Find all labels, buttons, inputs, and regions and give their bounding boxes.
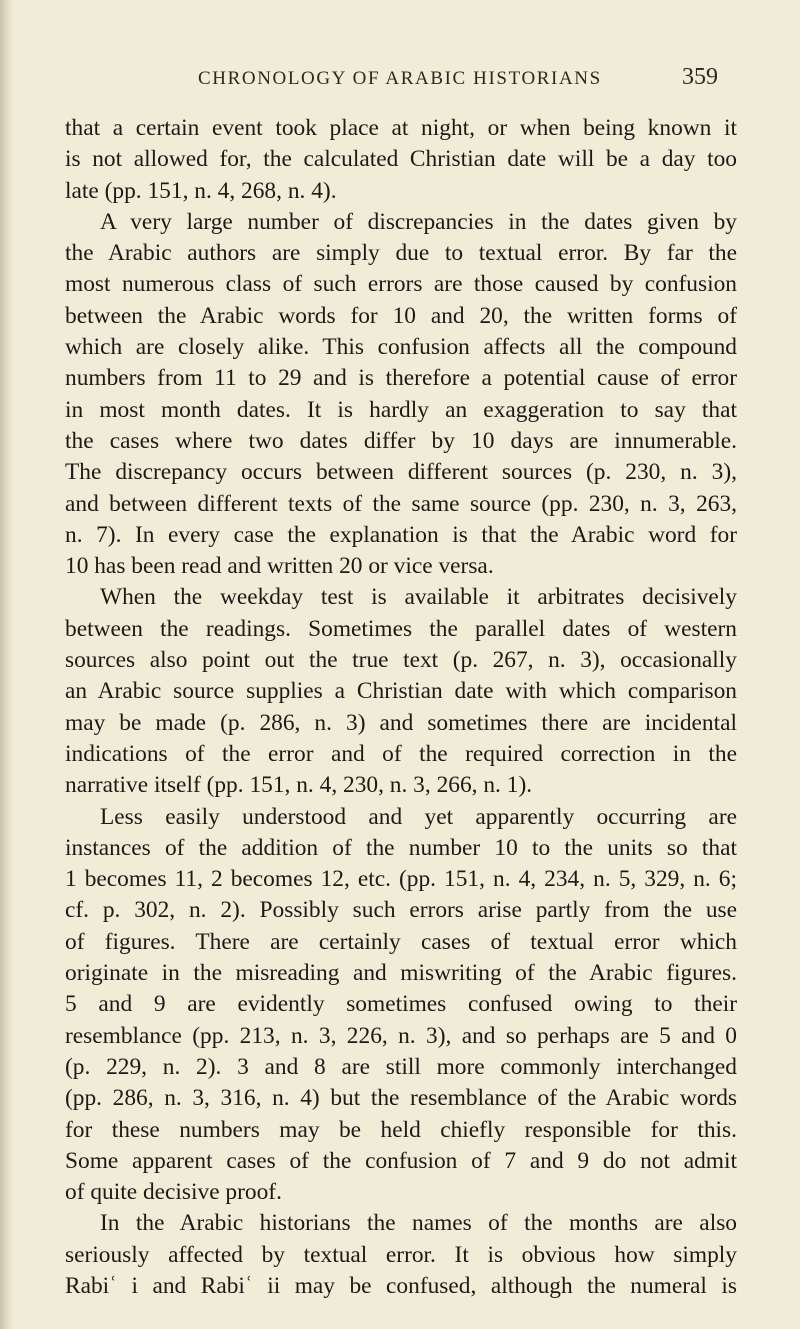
text-line: may be made (p. 286, n. 3) and sometimes there are incidental	[65, 709, 737, 736]
text-line: seriously affected by textual error. It is obvious how simply	[65, 1241, 737, 1268]
text-line: indications of the error and of the required correction in the	[65, 740, 737, 767]
text-line: resemblance (pp. 213, n. 3, 226, n. 3), and so perhaps are 5 and 0	[65, 1022, 737, 1049]
text-line: 10 has been read and written 20 or vice versa.	[65, 553, 494, 580]
text-line: late (pp. 151, n. 4, 268, n. 4).	[65, 177, 337, 204]
text-line: is not allowed for, the calculated Christian date will be a day too	[65, 146, 737, 173]
text-line: for these numbers may be held chiefly responsible for this.	[65, 1116, 737, 1143]
text-line: of quite decisive proof.	[65, 1179, 282, 1206]
text-line: of figures. There are certainly cases of textual error which	[65, 928, 737, 955]
text-line: sources also point out the true text (p. 267, n. 3), occasionally	[65, 647, 737, 674]
text-line: Rabiʿ i and Rabiʿ ii may be confused, although the numeral is	[65, 1272, 737, 1299]
text-line: in most month dates. It is hardly an exaggeration to say that	[65, 396, 737, 423]
text-line: Less easily understood and yet apparently occurring are	[100, 803, 737, 830]
text-line: an Arabic source supplies a Christian date with which comparison	[65, 678, 737, 705]
text-line: Some apparent cases of the confusion of 7 and 9 do not admit	[65, 1147, 737, 1174]
text-line: instances of the addition of the number 10 to the units so that	[65, 834, 737, 861]
text-line: 5 and 9 are evidently sometimes confused owing to their	[65, 991, 737, 1018]
body-text	[65, 113, 737, 1302]
text-line: that a certain event took place at night, or when being known it	[65, 115, 737, 141]
text-line: between the readings. Sometimes the parallel dates of western	[65, 615, 737, 642]
text-line: cf. p. 302, n. 2). Possibly such errors arise partly from the use	[65, 897, 737, 924]
page-number: 359	[682, 64, 718, 90]
running-head	[198, 62, 718, 98]
text-line: which are closely alike. This confusion affects all the compound	[65, 334, 737, 361]
text-line: In the Arabic historians the names of the months are also	[100, 1210, 737, 1237]
text-line: the cases where two dates differ by 10 days are innumerable.	[65, 427, 737, 454]
text-line: numbers from 11 to 29 and is therefore a potential cause of error	[65, 365, 737, 392]
text-line: The discrepancy occurs between different sources (p. 230, n. 3),	[65, 459, 737, 486]
text-line: 1 becomes 11, 2 becomes 12, etc. (pp. 151, n. 4, 234, n. 5, 329, n. 6;	[65, 866, 737, 893]
running-title: CHRONOLOGY OF ARABIC HISTORIANS	[198, 68, 602, 89]
text-line: n. 7). In every case the explanation is that the Arabic word for	[65, 521, 737, 548]
text-line: A very large number of discrepancies in the dates given by	[100, 208, 737, 235]
text-line: between the Arabic words for 10 and 20, the written forms of	[65, 302, 737, 329]
text-line: (pp. 286, n. 3, 316, n. 4) but the resemblance of the Arabic words	[65, 1085, 737, 1112]
text-line: originate in the misreading and miswriting of the Arabic figures.	[65, 960, 737, 987]
text-line: narrative itself (pp. 151, n. 4, 230, n. 3, 266, n. 1).	[65, 772, 533, 799]
text-line: When the weekday test is available it arbitrates decisively	[100, 584, 737, 611]
text-line: most numerous class of such errors are those caused by confusion	[65, 271, 737, 298]
text-line: and between different texts of the same source (pp. 230, n. 3, 263,	[65, 490, 737, 517]
text-line: (p. 229, n. 2). 3 and 8 are still more commonly interchanged	[65, 1053, 737, 1080]
text-line: the Arabic authors are simply due to textual error. By far the	[65, 240, 737, 267]
page-gutter-shadow	[0, 0, 14, 1329]
